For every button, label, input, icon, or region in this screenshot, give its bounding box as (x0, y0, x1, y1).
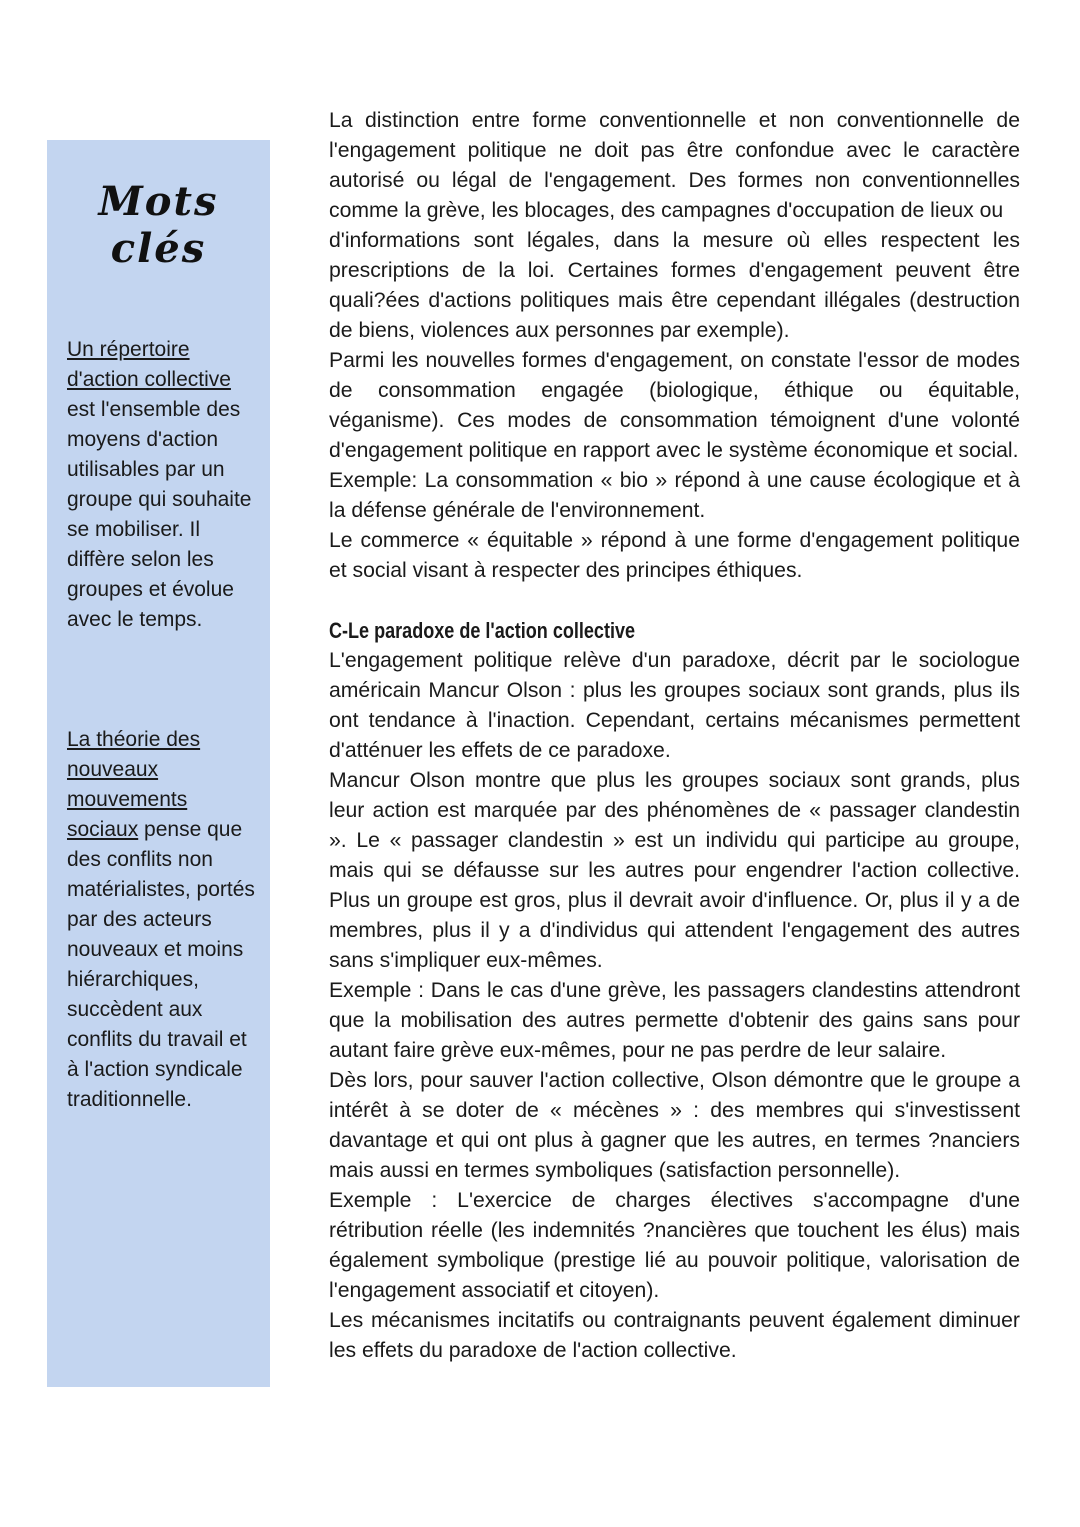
section-heading: C-Le paradoxe de l'action collective (329, 618, 636, 643)
keywords-sidebar (47, 140, 270, 1387)
paragraph: d'informations sont légales, dans la mesure où elles respectent les prescriptions de la loi. Certaines formes d'engagement peuvent être quali?ées d'actions politiques mais être cependant illégales (destruction de biens, violences aux personnes par exemple). (329, 229, 1020, 342)
definition-term: Un répertoire d'action collective (67, 338, 231, 391)
paragraph: Exemple: La consommation « bio » répond à une cause écologique et à la défense générale de l'environnement. (329, 469, 1020, 522)
definition-term: La théorie des nouveaux mouvements sociaux (67, 728, 201, 841)
paragraph: L'engagement politique relève d'un paradoxe, décrit par le sociologue américain Mancur Olson : plus les groupes sociaux sont grands, plus ils ont tendance à l'inaction. Cependant, certains mécanismes permettent d'atténuer les effets de ce paradoxe. (329, 649, 1020, 762)
main-text (329, 106, 1020, 1366)
paragraph: La distinction entre forme conventionnelle et non conventionnelle de l'engagement politique ne doit pas être confondue avec le caractère autorisé ou légal de l'engagement. Des formes non conventionnelles comme la grève, les blocages, des campagnes d'occupation de lieux ou (329, 109, 1020, 222)
definition-text: est l'ensemble des moyens d'action utilisables par un groupe qui souhaite se mobiliser. Il diffère selon les groupes et évolue avec le temps. (67, 398, 252, 631)
definition-text: pense que des conflits non matérialistes, portés par des acteurs nouveaux et moins hiérarchiques, succèdent aux conflits du travail et à l'action syndicale traditionnelle. (67, 818, 255, 1111)
paragraph: Exemple : Dans le cas d'une grève, les passagers clandestins attendront que la mobilisation des autres permette d'obtenir des gains sans pour autant faire grève eux-mêmes, pour ne pas perdre de leur salaire. (329, 979, 1020, 1062)
definition-repertoire (67, 335, 257, 635)
paragraph: Dès lors, pour sauver l'action collective, Olson démontre que le groupe a intérêt à se doter de « mécènes » : des membres qui s'investissent davantage et qui ont plus à gagner que les autres, en termes ?nanciers mais aussi en termes symboliques (satisfaction personnelle). (329, 1069, 1020, 1182)
paragraph: Mancur Olson montre que plus les groupes sociaux sont grands, plus leur action est marquée par des phénomènes de « passager clandestin ». Le « passager clandestin » est un individu qui participe au groupe, mais qui se défausse sur les autres pour engendrer l'action collective. Plus un groupe est gros, plus il devrait avoir d'influence. Or, plus il y a de membres, plus il y a d'individus qui attendent l'engagement des autres sans s'impliquer eux-mêmes. (329, 769, 1020, 972)
paragraph: Les mécanismes incitatifs ou contraignants peuvent également diminuer les effets du paradoxe de l'action collective. (329, 1309, 1020, 1362)
paragraph: Exemple : L'exercice de charges électives s'accompagne d'une rétribution réelle (les indemnités ?nancières que touchent les élus) mais également symbolique (prestige lié au pouvoir politique, valorisation de l'engagement associatif et citoyen). (329, 1189, 1020, 1302)
definition-nouveaux-mouvements (67, 725, 257, 1115)
paragraph: Le commerce « équitable » répond à une forme d'engagement politique et social visant à respecter des principes éthiques. (329, 529, 1020, 582)
paragraph: Parmi les nouvelles formes d'engagement, on constate l'essor de modes de consommation engagée (biologique, éthique ou équitable, véganisme). Ces modes de consommation témoignent d'une volonté d'engagement politique en rapport avec le système économique et social. (329, 349, 1020, 462)
sidebar-title: Mots clés (98, 178, 219, 272)
